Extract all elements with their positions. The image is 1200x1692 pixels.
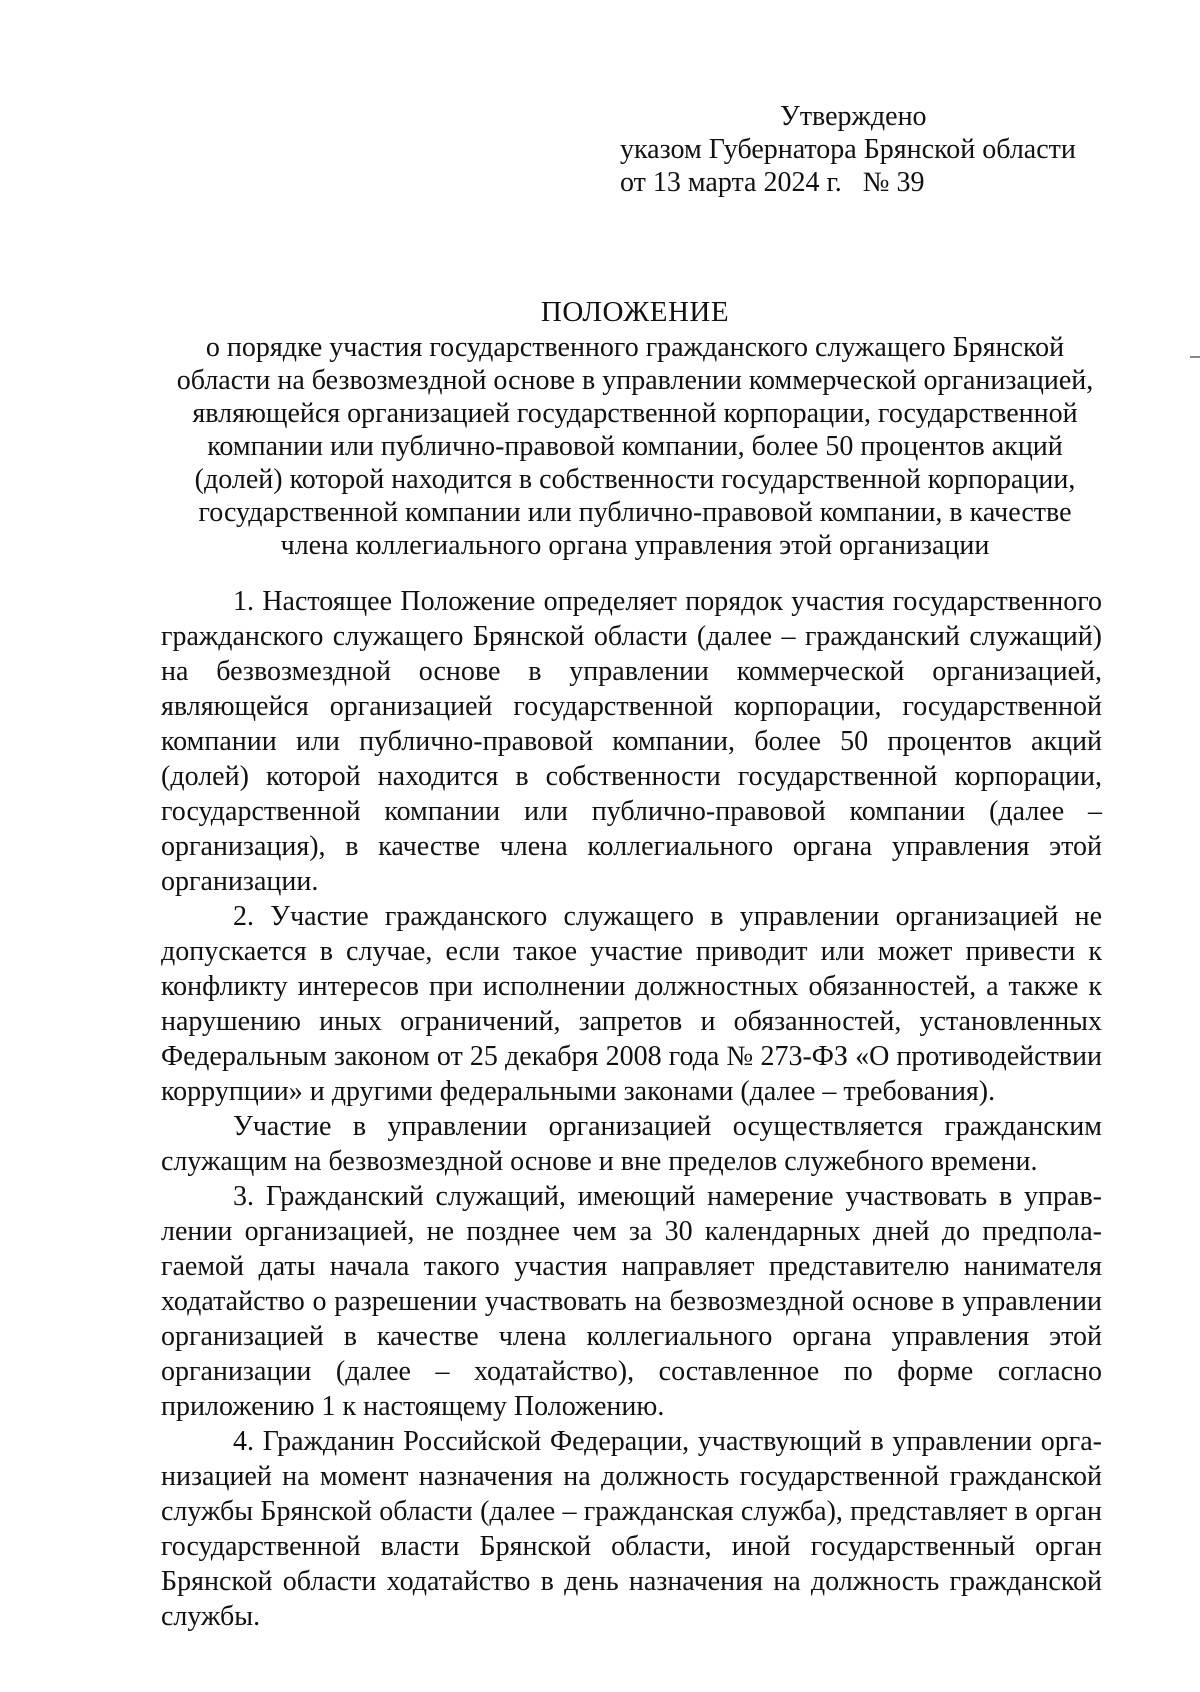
approval-title: Утверждено [780, 101, 927, 132]
document-title-block [140, 296, 1130, 562]
paragraph-2-continuation: Участие в управлении организацией осуществляется гражданским служащим на безвозмездной основе и вне пределов служебного времени. [161, 1111, 1102, 1177]
scan-margin-mark [1190, 356, 1200, 358]
paragraph-2: 2. Участие гражданского служащего в управлении организацией не допускается в случае, если такое участие приводит или может привести к конфликту интересов при исполнении должностных обязанностей, а также к нарушению иных ограничений, запретов и обязанностей, установленных Федеральным законом от 25 декабря 2008 года № 273-ФЗ «О противодействии коррупции» и другими федеральными законами (далее – требования). [161, 901, 1102, 1107]
approval-authority: указом Губернатора Брянской области [620, 134, 1076, 165]
title-line: государственной компании или публично-правовой компании, в качестве [198, 497, 1072, 528]
document-heading: ПОЛОЖЕНИЕ [540, 296, 730, 328]
title-line: компании или публично-правовой компании, более 50 процентов акций [207, 431, 1063, 462]
title-line: члена коллегиального органа управления этой организации [280, 530, 990, 561]
title-line: о порядке участия государственного гражданского служащего Брянской [205, 332, 1065, 363]
title-line: области на безвозмездной основе в управлении коммерческой организацией, [176, 365, 1094, 396]
document-body [161, 584, 1102, 1634]
approval-date-line [620, 166, 1076, 199]
paragraph-1: 1. Настоящее Положение определяет порядок участия государственного гражданского служащего Брянской области (далее – гражданский служащий) на безвозмездной основе в управлении коммерческой организацией, являющейся организацией государственной корпорации, государственной компании или публично-правовой компании, более 50 процентов акций (долей) которой находится в собственности государственной корпорации, государственной компании или публично-правовой компании (далее – организация), в качестве члена коллегиального органа управления этой организации. [161, 586, 1102, 897]
approval-number-label: № [862, 167, 890, 198]
title-line: (долей) которой находится в собственности государственной корпорации, [194, 464, 1076, 495]
approval-date: от 13 марта 2024 г. [620, 167, 842, 198]
paragraph-4: 4. Гражданин Российской Федерации, участвующий в управлении организацией на момент назначения на должность государственной гражданской службы Брянской области (далее – гражданская служба), представляет в орган государственной власти Брянской области, иной государственный орган Брянской области ходатайство в день назначения на должность гражданской службы. [161, 1426, 1102, 1632]
approval-number: 39 [896, 167, 925, 198]
title-line: являющейся организацией государственной корпорации, государственной [192, 398, 1078, 429]
paragraph-3: 3. Гражданский служащий, имеющий намерение участвовать в управлении организацией, не позднее чем за 30 календарных дней до предполагаемой даты начала такого участия направляет представителю нанимателя ходатайство о разрешении участвовать на безвозмездной основе в управлении организацией в качестве члена коллегиального органа управления этой организации (далее – ходатайство), составленное по форме согласно приложению 1 к настоящему Положению. [161, 1181, 1102, 1422]
approval-stamp [620, 100, 1076, 199]
